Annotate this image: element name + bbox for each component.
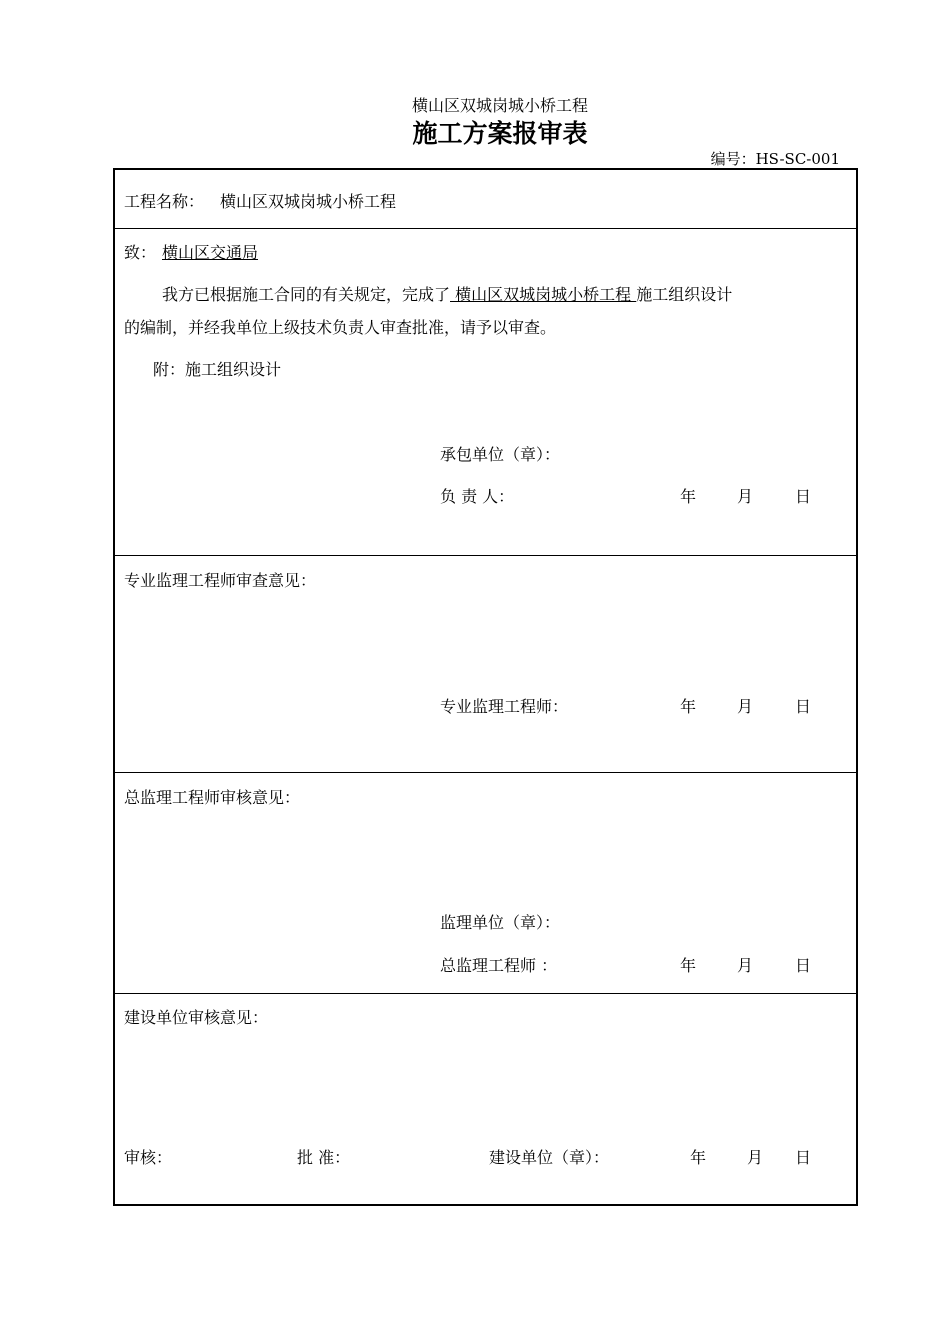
document-title: 施工方案报审表 [412,119,588,148]
date-year: 年 [690,1148,707,1167]
recipient-label: 致： [124,243,157,262]
approval-form [113,168,858,1206]
date-year: 年 [680,697,697,716]
date-month: 月 [737,487,754,506]
date-year: 年 [680,487,697,506]
project-name: 横山区双城岗城小桥工程 [220,192,397,211]
divider [115,228,856,229]
contractor-label: 承包单位（章）： [440,445,561,464]
date-month: 月 [737,956,754,975]
approve-label: 批 准： [297,1148,351,1167]
submission-body-line2: 的编制，并经我单位上级技术负责人审查批准，请予以审查。 [124,318,557,337]
date-year: 年 [680,956,697,975]
divider [115,555,856,556]
submission-body [162,285,732,305]
body-pre: 我方已根据施工合同的有关规定，完成了 [162,285,451,304]
body-project: 横山区双城岗城小桥工程 [450,285,637,304]
attachment-note: 附：施工组织设计 [153,360,282,379]
chief-heading: 总监理工程师审核意见： [124,788,301,807]
divider [115,772,856,773]
specialist-signer-label: 专业监理工程师： [440,697,569,716]
date-day: 日 [795,697,812,716]
chief-signer-label: 总监理工程师 ： [440,956,558,975]
date-month: 月 [737,697,754,716]
date-month: 月 [747,1148,764,1167]
date-day: 日 [795,487,812,506]
date-day: 日 [795,1148,812,1167]
specialist-heading: 专业监理工程师审查意见： [124,571,317,590]
owner-heading: 建设单位审核意见： [124,1008,269,1027]
owner-unit-label: 建设单位（章）： [489,1148,610,1167]
document-subtitle: 横山区双城岗城小桥工程 [411,96,588,115]
body-post: 施工组织设计 [636,285,733,304]
date-day: 日 [795,956,812,975]
recipient-name: 横山区交通局 [162,243,259,262]
project-label: 工程名称： [124,192,205,211]
review-label: 审核： [124,1148,173,1167]
divider [115,993,856,994]
responsible-label: 负 责 人： [440,487,515,506]
supervision-unit-label: 监理单位（章）： [440,913,561,932]
document-code: 编号：HS-SC-001 [710,150,840,168]
